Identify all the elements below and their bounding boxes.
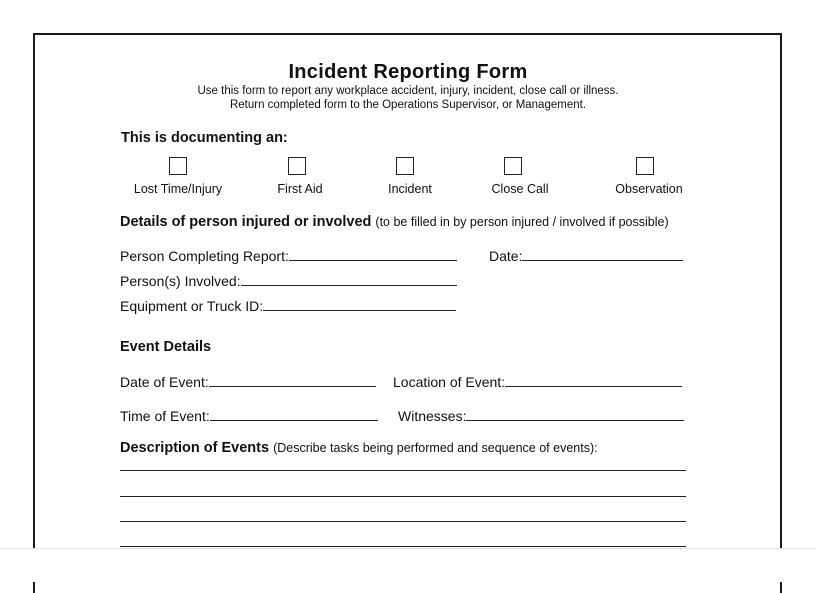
description-heading	[120, 440, 598, 456]
date-row	[489, 248, 683, 264]
description-title: Description of Events	[120, 440, 270, 456]
location-row	[393, 374, 682, 390]
person-completing-row	[120, 248, 457, 264]
checkbox-close-call[interactable]	[504, 157, 522, 175]
label-incident: Incident	[388, 182, 432, 196]
person-details-note: (to be filled in by person injured / involved if possible)	[375, 215, 669, 229]
time-of-event-label: Time of Event:	[120, 408, 210, 424]
person-details-heading	[120, 214, 669, 230]
date-of-event-field[interactable]	[209, 374, 376, 387]
label-lost-time-injury: Lost Time/Injury	[133, 182, 223, 196]
label-first-aid: First Aid	[277, 182, 323, 196]
date-label: Date:	[489, 248, 523, 264]
description-note: (Describe tasks being performed and sequence of events):	[273, 441, 598, 455]
checkbox-observation[interactable]	[636, 157, 654, 175]
time-of-event-row	[120, 408, 378, 424]
checkbox-lost-time-injury[interactable]	[169, 157, 187, 175]
description-line-2[interactable]	[120, 496, 686, 497]
event-details-heading: Event Details	[120, 339, 212, 355]
time-of-event-field[interactable]	[210, 408, 378, 421]
date-of-event-label: Date of Event:	[120, 374, 209, 390]
location-label: Location of Event:	[393, 374, 506, 390]
date-of-event-row	[120, 374, 376, 390]
equipment-row	[120, 298, 456, 314]
equipment-label: Equipment or Truck ID:	[120, 298, 264, 314]
persons-involved-row	[120, 273, 457, 289]
label-observation: Observation	[615, 182, 683, 196]
description-line-4[interactable]	[120, 546, 686, 547]
person-completing-field[interactable]	[289, 248, 457, 261]
location-field[interactable]	[505, 374, 682, 387]
persons-involved-field[interactable]	[241, 273, 457, 286]
form-subtitle-line2: Return completed form to the Operations Supervisor, or Management.	[229, 99, 587, 111]
description-line-1[interactable]	[120, 470, 686, 471]
form-subtitle-line1: Use this form to report any workplace accident, injury, incident, close call or illness.	[197, 85, 619, 97]
persons-involved-label: Person(s) Involved:	[120, 273, 241, 289]
checkbox-incident[interactable]	[396, 157, 414, 175]
witnesses-label: Witnesses:	[398, 408, 467, 424]
page-bottom-edge	[0, 548, 816, 582]
date-field[interactable]	[522, 248, 683, 261]
checkbox-first-aid[interactable]	[288, 157, 306, 175]
person-details-title: Details of person injured or involved	[120, 214, 372, 230]
witnesses-row	[398, 408, 684, 424]
person-completing-label: Person Completing Report:	[120, 248, 289, 264]
documenting-heading: This is documenting an:	[121, 130, 288, 146]
equipment-field[interactable]	[263, 298, 456, 311]
description-line-3[interactable]	[120, 521, 686, 522]
witnesses-field[interactable]	[466, 408, 684, 421]
label-close-call: Close Call	[491, 182, 549, 196]
form-title: Incident Reporting Form	[288, 61, 528, 83]
